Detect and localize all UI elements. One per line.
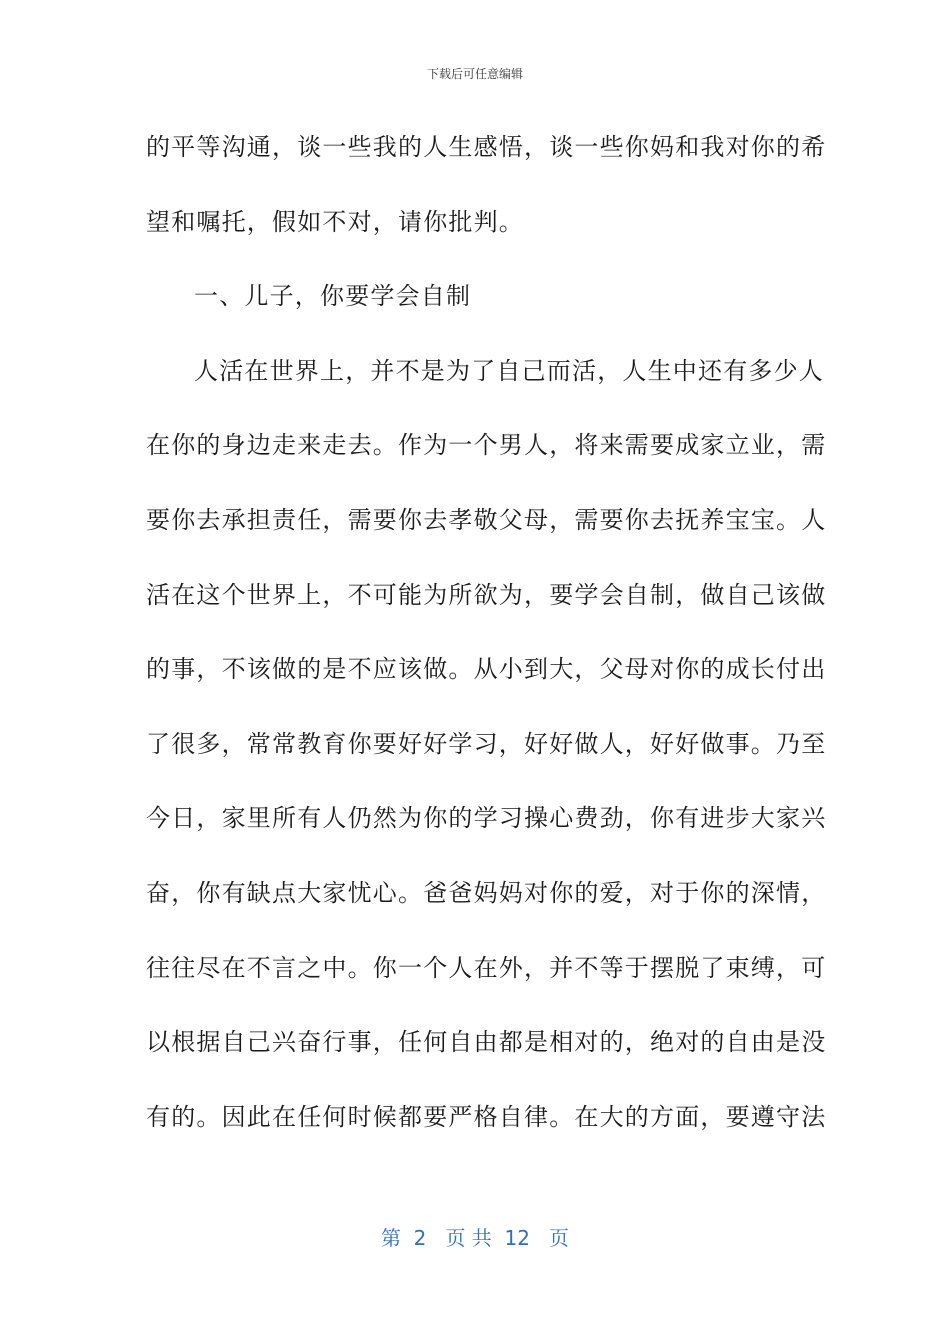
paragraph-line: 了很多，常常教育你要好好学习，好好做人，好好做事。乃至 bbox=[146, 729, 827, 758]
paragraph-line: 要你去承担责任，需要你去孝敬父母，需要你去抚养宝宝。人 bbox=[146, 505, 827, 534]
section-heading: 一、儿子，你要学会自制 bbox=[194, 282, 472, 311]
paragraph-line: 活在这个世界上，不可能为所欲为，要学会自制，做自己该做 bbox=[146, 580, 827, 609]
paragraph-line: 往往尽在不言之中。你一个人在外，并不等于摆脱了束缚，可 bbox=[146, 953, 827, 982]
paragraph-line: 在你的身边走来走去。作为一个男人，将来需要成家立业，需 bbox=[146, 431, 827, 460]
paragraph-line: 望和嘱托，假如不对，请你批判。 bbox=[146, 207, 524, 236]
paragraph-line: 的事，不该做的是不应该做。从小到大，父母对你的成长付出 bbox=[146, 655, 827, 684]
page-number-footer: 第 2 页 共 12 页 bbox=[380, 1226, 570, 1250]
paragraph-line: 以根据自己兴奋行事，任何自由都是相对的，绝对的自由是没 bbox=[146, 1028, 827, 1057]
paragraph-line: 今日，家里所有人仍然为你的学习操心费劲，你有进步大家兴 bbox=[146, 804, 827, 833]
page-header: 下载后可任意编辑 bbox=[426, 67, 523, 81]
paragraph-line: 有的。因此在任何时候都要严格自律。在大的方面，要遵守法 bbox=[146, 1102, 827, 1131]
paragraph-line: 人活在世界上，并不是为了自己而活，人生中还有多少人 bbox=[194, 356, 824, 385]
document-body bbox=[146, 121, 827, 1165]
paragraph-line: 奋，你有缺点大家忧心。爸爸妈妈对你的爱，对于你的深情， bbox=[146, 878, 827, 907]
paragraph-line: 的平等沟通，谈一些我的人生感悟，谈一些你妈和我对你的希 bbox=[146, 133, 827, 161]
